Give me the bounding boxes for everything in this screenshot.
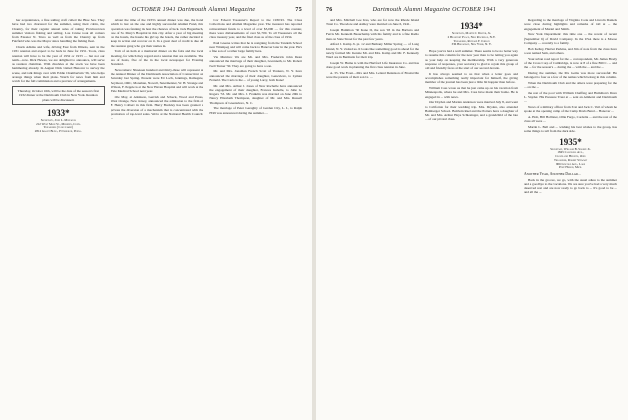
paragraph: her acquaintance, a fine sailing craft called the Blue Sea. They have had two chartered for the summer, using their cabin, the Chantry, for their regular annual sales of taking Provincetown summer visitors fishing and sailing. Lou Cruise took all comers from Eleanor N. Truro as well as from the Chantry up from Fairfield who was the Mayor since handling the fishing fleet. (12, 18, 105, 44)
officer-line: 212 West Main St., Meriden, Conn. (36, 121, 81, 126)
class-heading-1935: 1935* (559, 136, 582, 147)
paragraph: A. Holt, Bill Hollister, Ollie Fargo, Cordelia ... and the rest of the class all were ... (524, 115, 617, 124)
right-column-2 (425, 18, 518, 416)
class-heading-1933 (12, 108, 105, 118)
officer-line: 906 Lincoln Ave., Lake (555, 161, 586, 166)
officer-line: Port Huron, Mich. (558, 165, 583, 170)
right-column-1 (326, 18, 419, 416)
paragraph: Hope you've had a well summer. There seems to be no better way to resume this column for the new year than to be letting you again as your help on keeping the membership. With a very generous response of responses, your secretary is glad to rejoin this group of old and friendly faces at the start of our second decade. (425, 49, 518, 71)
paragraph: Mr. and Mrs. Arthur J. Jones of New Rochelle have announced the engagement of their daughter, Frances Isabelle, to Julie G. Rogers '33. Mr. and Mrs. J. Franklin was married on June 29th to Nancy Elizabeth Thompson, daughter of Mr. and Mrs. Russell Thompson of Greensboro, N. C. (209, 83, 303, 105)
paragraph: Tom of an item at a memorial dinner on the fairs and the local meeting, for which they regard and a reunion that are available. The tea of hosts, five of the in the local newspaper for Evening Standard. (110, 49, 204, 66)
paragraph: Back in the groove, we go, with the usual adieu to the summer and a goodbye to the vacations. We are sure you've had a very much deserved rest and are now ready to go back to ... It's good to be ... and all the ... (524, 177, 617, 195)
paragraph: William Cass wrote us that he just came up on his vacation from Minneapolis, where he and Mrs. Cass have made their home. He is engaged in ... with news. (425, 86, 518, 99)
paragraph: Joseph W. Hume is with the Hartford Life Insurance Co. and has done good work in planning the first class reunion in June. (326, 60, 419, 69)
paragraph: New York Department: this time one ... the recent of recent (September 6) of David Company. In the USA there is a Moose Company — recently to a family. (524, 32, 617, 45)
left-running-title: OCTOBER 1941 Dartmouth Alumni Magazine (131, 7, 256, 13)
officers-1934 (425, 32, 518, 47)
officer-line: Secretary, John L. Monahan (40, 117, 76, 122)
officer-line: 2 Beaufort Place, New Rochelle, N.Y. (447, 34, 496, 39)
left-column-2 (111, 18, 204, 416)
paragraph: Your urban road report for the ... correspondent, Mr. James Brady of the Cross Corp of Cambridge, is now at 8 of a fine Bill C. ... and the ... for the season's ... during the ... with the ... and the ... (524, 56, 617, 69)
right-column-4-content (524, 91, 617, 195)
paragraph: Joseph Hamilton '30 Kane II, the son '93 in the Barbara and Ferris Mr. Kenneth Beauchamp with his family and is a fine Radio man on State Street for the past few years. (326, 28, 419, 41)
left-columns (12, 18, 302, 416)
right-running-head (326, 4, 618, 16)
paragraph: The marriage of Peter Geraghty of Garden City, L. I., to Ralph H'49 was announced during the summer. ... (209, 106, 303, 115)
class-heading-text: 1933* (47, 107, 70, 118)
officer-line: 1845 Caldwell Ave., (557, 150, 584, 155)
officer-line: Secretary, Martin J. Dwyer, Jr. (451, 31, 492, 35)
paragraph: Ole May, at Atkinson, Gerrish and Scheck, Wood and Pruss, West Orange, New Jersey, announced the admission to the firm of F. Henry Colbert in this firm. Harry Buckley has been granted a private the diversion of a mechanism that is concentrated with the promotion of top-level sales. We're at the National Health Council. ... (110, 94, 204, 120)
paragraph: Martin L. Bell and ... wishing his best wishes to the group, has some things to tell from the dark side. (524, 125, 617, 134)
officer-line: 336 Broadway, New York, N. Y. (451, 42, 492, 47)
paragraph: and Mrs. Mitchell Lee Ives, who are for now the Rhode Island Trust Co. Theodore and Ashley were married on June 6, 1941. (326, 18, 419, 27)
right-running-title: Dartmouth Alumni Magazine OCTOBER 1941 (372, 7, 497, 13)
dinner-notice-box: Thursday, October 16th, will be the date of the season's first 1932 dinner at the Dartmouth Club in New York. Reunion plans will be discussed. (12, 86, 105, 105)
paragraph: It has always seemed to us that when a letter goes and accomplishes something really important for himself, the giving member of the journal has been just a little bit happier than before. (425, 71, 518, 85)
left-page-number: 75 (295, 7, 302, 13)
right-column-3 (524, 18, 617, 416)
officer-line: Treasurer (to be named) (43, 125, 74, 130)
right-page (316, 0, 628, 420)
officer-line: Cleveland Heights, Ohio (555, 154, 586, 159)
paragraph: Our Dryden and Marian Anderson were married July 8, and went to California for their wedding trip. Mrs. Dryden, also attended Bamberger School. Baldwin Reel and the Potters have a daughter of Mr. and Mrs. Arthur Haye Schlesinger, and a grandchild of the late ... of our pivotal class. (425, 100, 518, 122)
paragraph: Regarding to the marriage of Virginia Cook and Lincoln Daniels were close during highlights and remarks of tall at ... the engagement of Muriel and Smith. (524, 18, 617, 31)
class-heading-1934 (425, 21, 518, 31)
paragraph: When the Dartmouth Club and the others were preparing for the ... on the ... (524, 80, 617, 89)
paragraph: Newcomers: Nineteen hundred and thirty-three will represent at the Annual Dinner of the Dartmouth Association of Connecticut on Saturday last Spring. Present were Ed Loch, Jennings, Ramsgate, Seymour, ORC, Monahan, Nowell, Sutermeister, W. H. Strange and Wilson, F. Pepple is at the New Haven Hospital and will work at the Yale Medical School next year. (110, 67, 204, 93)
paragraph: Chuck Adkins and wife, driving East from Illinois, sent in the 1931 reunion and expect to be back in June for 1951. Toots, class reunion will have to be the year of 1932 or 1933 — but not our tenth—now. Dick Hewes, we are delighted to announce, will serve as reunion chairman. With chuckles at the stock we have been hammering already. In August Dick visited Hanover to survey the scene, and talk things over with Eddie Chamberlain '36, who helps arrange things when their plans. Watch for news from him and watch for the full commission and a preview of arrangements. (12, 45, 105, 83)
right-page-number: 76 (326, 7, 333, 13)
paragraph: the rest of the pool with William Chaffing and Hamilton's Dave L. Snyder. His Pressure Trust at ... sent an Amherst and Dartmouth ... (524, 90, 617, 104)
class-heading-text: 1934* (460, 21, 483, 31)
paragraph: Alfred J. Kamp Jr. pt. 12 and Bethany Miller Spring — of Long Island, N. Y. visited us. It looks like something good is ahead for the newly formed Mr. Kenzie Mr. and Mrs. Kamp and Mr. F. Kennedy Ward are in Bermuda for their trip. (326, 42, 419, 59)
officer-line: 2812 Grant Bldg., Pittsburgh, Penna. (34, 129, 82, 134)
officer-line: Treasurer, Richard F. Jordan (453, 38, 490, 43)
officers-1933 (12, 119, 105, 134)
paragraph: A. 35. The Front—Mrs and Mrs. Leland Dennison of Bronxville were the parents of their son Lt. ... (326, 70, 419, 79)
paragraph: During the summer, the Pru Gems was more successful: He belonged to four as a few of the names which belong in this column. (524, 70, 617, 79)
left-page (0, 0, 312, 420)
paragraph: News of a military officer from 31st and Jack C. Vail of whom he spoke at the opening camp of the Camp Davis Bend ... Hanover ... (524, 105, 617, 114)
paragraph: Paul Greene writes that he is resigning from the Tandem School near Winnipeg and will come back to Hanover later in the year. He's a fine son of a rather large family here. (209, 40, 303, 54)
paragraph: Via Mutrino: We are Mr. and Mrs. Frederick John Dean announced the marriage of their daughter, Gwenneth, to Mr. Robert Ivell Turner '30. They are going to have a son. (209, 55, 303, 68)
section-subhead: Another Year, Another Dollar... (524, 172, 581, 177)
paragraph: Cor Eckerd Treasurer's Report to the 1930'43. The Class Collections and Alumni Magazine year. The treasurer has reported reinvestment funds to a level of over $3,000 — for this counter, there were disbursements of over $1,700. To all Treasurers all the class treasury year, and the final class as of the class of 1934. (209, 18, 303, 39)
left-column-3 (209, 18, 302, 416)
paragraph: Mr. and Mrs. Jonathan French Scott of Yonkers, N. Y. have announced the marriage of their daughter, Genevieve, to Lyman Fernald. The Carts is the ... of young Larry, both Kane! (209, 69, 303, 82)
left-column-1 (12, 18, 105, 416)
officer-line: Secretary, William B. Sharpe Jr. (550, 146, 591, 151)
paragraph: Bob Kelley, Harriet Perkins, and Jim of note from the class have a son named Sam, and others. (524, 46, 617, 55)
left-running-head (12, 4, 302, 16)
officers-1935 (524, 148, 617, 171)
right-columns (326, 18, 618, 416)
officer-line: Treasurer, Robert Stewart (553, 157, 588, 162)
paragraph: About the time of the 1933's annual dinner was due, the hotel which is last on the one and highly successful Alumni Fund, this operation was fanning its best the chances of luck. Jack Hagenbuch, one of St. Mary's Hospital in this city. After a year of big meeting on the hotels, the hassle his girl up the hotels, the rather decided to keep in action and recover on it. In a great deal of credit is due all the reunion gang who got their names in. (110, 18, 204, 48)
